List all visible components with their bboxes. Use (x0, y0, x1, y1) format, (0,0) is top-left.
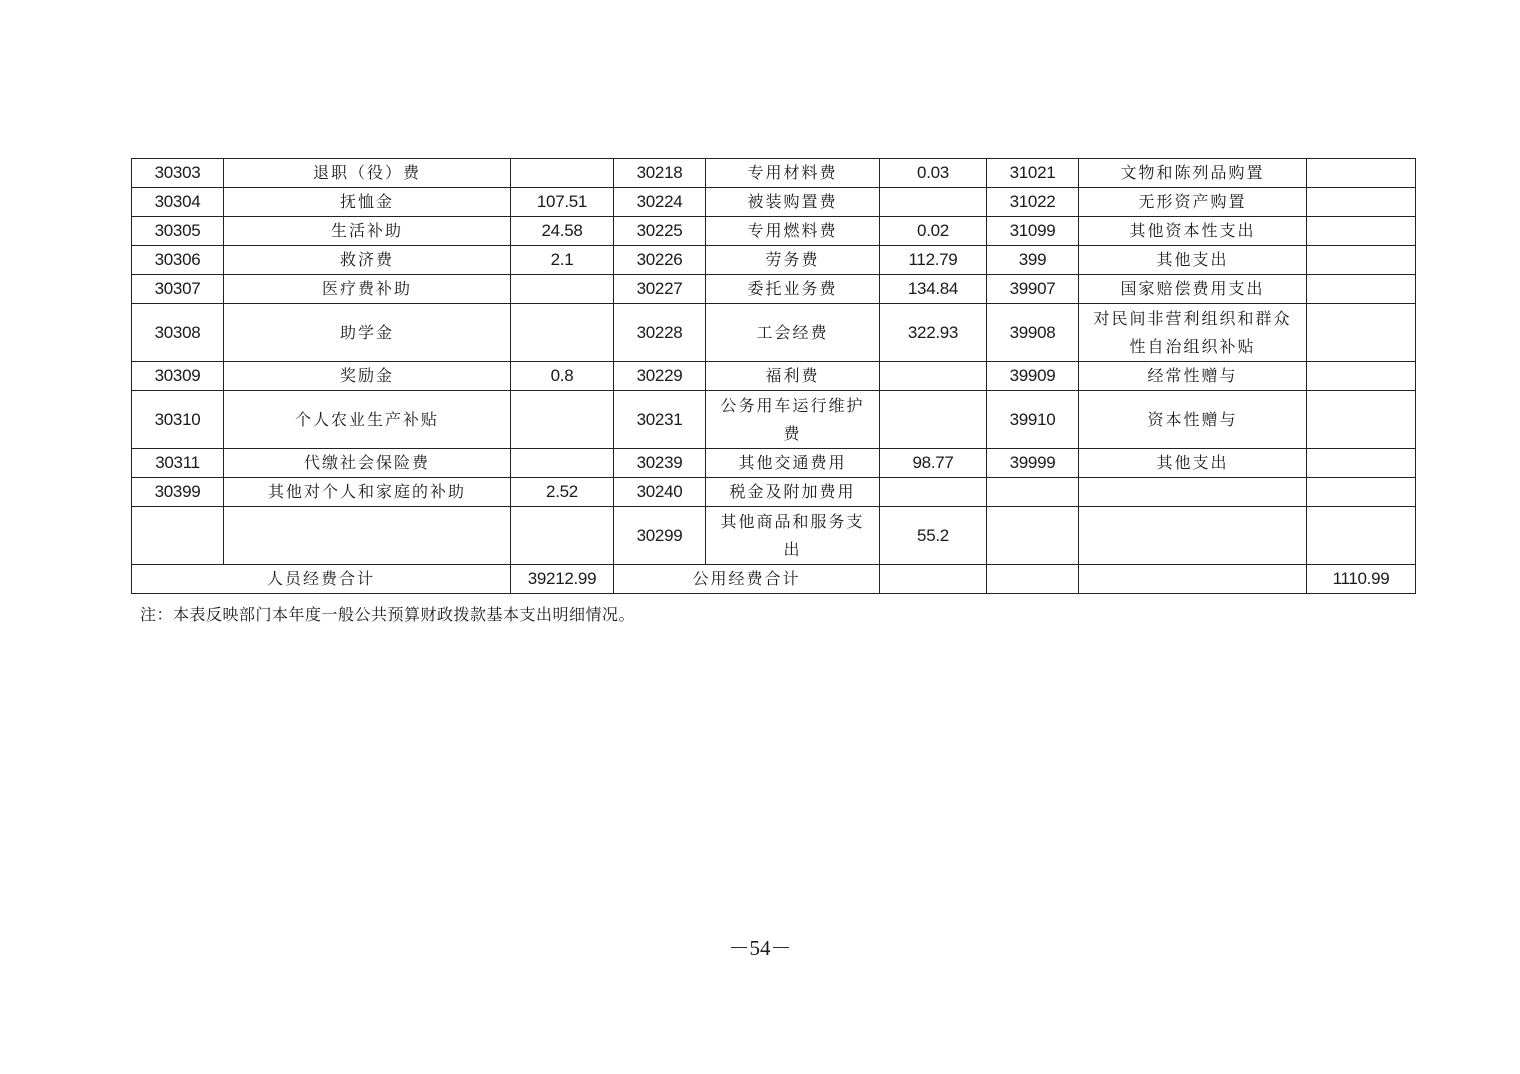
other-amount-cell (1307, 246, 1416, 275)
personnel-amount-cell (511, 304, 614, 362)
public-code-cell: 30231 (614, 391, 706, 449)
table-row (132, 507, 1416, 565)
public-amount-cell: 55.2 (880, 507, 987, 565)
personnel-amount-cell (511, 449, 614, 478)
personnel-item-cell: 奖励金 (224, 362, 511, 391)
other-item-cell (1079, 478, 1307, 507)
public-code-cell: 30299 (614, 507, 706, 565)
other-code-cell (987, 478, 1079, 507)
total-blank-cell (1079, 565, 1307, 594)
personnel-amount-cell: 24.58 (511, 217, 614, 246)
other-amount-cell (1307, 391, 1416, 449)
personnel-code-cell: 30303 (132, 159, 224, 188)
other-item-cell (1079, 507, 1307, 565)
table-row (132, 188, 1416, 217)
personnel-total-value: 39212.99 (511, 565, 614, 594)
table-row (132, 449, 1416, 478)
other-code-cell: 39908 (987, 304, 1079, 362)
other-amount-cell (1307, 449, 1416, 478)
public-code-cell: 30225 (614, 217, 706, 246)
public-item-cell: 劳务费 (706, 246, 880, 275)
public-amount-cell (880, 362, 987, 391)
personnel-code-cell: 30306 (132, 246, 224, 275)
other-code-cell: 39910 (987, 391, 1079, 449)
public-total-value: 1110.99 (1307, 565, 1416, 594)
personnel-amount-cell (511, 391, 614, 449)
public-code-cell: 30229 (614, 362, 706, 391)
personnel-code-cell: 30309 (132, 362, 224, 391)
public-item-cell: 委托业务费 (706, 275, 880, 304)
public-item-cell: 专用燃料费 (706, 217, 880, 246)
table-row (132, 362, 1416, 391)
personnel-code-cell: 30310 (132, 391, 224, 449)
other-item-cell: 国家赔偿费用支出 (1079, 275, 1307, 304)
other-amount-cell (1307, 188, 1416, 217)
public-total-label: 公用经费合计 (614, 565, 880, 594)
table-row (132, 217, 1416, 246)
table-note: 注：本表反映部门本年度一般公共预算财政拨款基本支出明细情况。 (140, 605, 636, 624)
public-item-cell: 税金及附加费用 (706, 478, 880, 507)
other-amount-cell (1307, 304, 1416, 362)
personnel-item-cell: 退职（役）费 (224, 159, 511, 188)
personnel-item-cell (224, 507, 511, 565)
personnel-item-cell: 抚恤金 (224, 188, 511, 217)
public-amount-cell: 134.84 (880, 275, 987, 304)
budget-expenditure-table (131, 158, 1416, 594)
other-item-cell: 其他资本性支出 (1079, 217, 1307, 246)
other-amount-cell (1307, 159, 1416, 188)
table-row (132, 275, 1416, 304)
personnel-item-cell: 代缴社会保险费 (224, 449, 511, 478)
public-amount-cell: 98.77 (880, 449, 987, 478)
personnel-code-cell: 30307 (132, 275, 224, 304)
public-code-cell: 30240 (614, 478, 706, 507)
public-item-cell: 其他商品和服务支出 (706, 507, 880, 565)
other-item-cell: 对民间非营利组织和群众性自治组织补贴 (1079, 304, 1307, 362)
public-code-cell: 30218 (614, 159, 706, 188)
public-code-cell: 30227 (614, 275, 706, 304)
page-number: －54－ (728, 936, 792, 960)
personnel-code-cell: 30399 (132, 478, 224, 507)
other-item-cell: 资本性赠与 (1079, 391, 1307, 449)
public-amount-cell: 112.79 (880, 246, 987, 275)
table-body (132, 159, 1416, 594)
public-amount-cell: 0.03 (880, 159, 987, 188)
other-item-cell: 经常性赠与 (1079, 362, 1307, 391)
personnel-code-cell: 30308 (132, 304, 224, 362)
personnel-amount-cell: 2.52 (511, 478, 614, 507)
personnel-amount-cell: 0.8 (511, 362, 614, 391)
personnel-item-cell: 医疗费补助 (224, 275, 511, 304)
table-row (132, 478, 1416, 507)
personnel-item-cell: 个人农业生产补贴 (224, 391, 511, 449)
personnel-item-cell: 助学金 (224, 304, 511, 362)
public-item-cell: 工会经费 (706, 304, 880, 362)
total-blank-cell (987, 565, 1079, 594)
personnel-total-label: 人员经费合计 (132, 565, 511, 594)
personnel-item-cell: 其他对个人和家庭的补助 (224, 478, 511, 507)
other-item-cell: 无形资产购置 (1079, 188, 1307, 217)
other-amount-cell (1307, 217, 1416, 246)
public-code-cell: 30226 (614, 246, 706, 275)
table-row (132, 391, 1416, 449)
personnel-amount-cell (511, 275, 614, 304)
table-row (132, 246, 1416, 275)
public-amount-cell (880, 391, 987, 449)
public-amount-cell (880, 478, 987, 507)
public-total-blank (880, 565, 987, 594)
other-item-cell: 其他支出 (1079, 246, 1307, 275)
other-code-cell: 399 (987, 246, 1079, 275)
public-code-cell: 30239 (614, 449, 706, 478)
public-code-cell: 30228 (614, 304, 706, 362)
other-code-cell: 31022 (987, 188, 1079, 217)
other-amount-cell (1307, 362, 1416, 391)
other-amount-cell (1307, 507, 1416, 565)
table-row (132, 159, 1416, 188)
other-amount-cell (1307, 478, 1416, 507)
personnel-amount-cell (511, 159, 614, 188)
personnel-code-cell: 30311 (132, 449, 224, 478)
personnel-code-cell: 30304 (132, 188, 224, 217)
personnel-item-cell: 生活补助 (224, 217, 511, 246)
public-amount-cell: 0.02 (880, 217, 987, 246)
other-amount-cell (1307, 275, 1416, 304)
other-item-cell: 文物和陈列品购置 (1079, 159, 1307, 188)
other-code-cell: 39907 (987, 275, 1079, 304)
other-code-cell: 39909 (987, 362, 1079, 391)
other-code-cell: 31021 (987, 159, 1079, 188)
public-item-cell: 专用材料费 (706, 159, 880, 188)
other-item-cell: 其他支出 (1079, 449, 1307, 478)
total-row (132, 565, 1416, 594)
public-item-cell: 被装购置费 (706, 188, 880, 217)
personnel-amount-cell: 107.51 (511, 188, 614, 217)
personnel-code-cell (132, 507, 224, 565)
public-item-cell: 福利费 (706, 362, 880, 391)
table-row (132, 304, 1416, 362)
public-item-cell: 其他交通费用 (706, 449, 880, 478)
personnel-code-cell: 30305 (132, 217, 224, 246)
other-code-cell: 31099 (987, 217, 1079, 246)
other-code-cell (987, 507, 1079, 565)
other-code-cell: 39999 (987, 449, 1079, 478)
personnel-amount-cell (511, 507, 614, 565)
public-amount-cell: 322.93 (880, 304, 987, 362)
public-code-cell: 30224 (614, 188, 706, 217)
personnel-item-cell: 救济费 (224, 246, 511, 275)
public-amount-cell (880, 188, 987, 217)
public-item-cell: 公务用车运行维护费 (706, 391, 880, 449)
personnel-amount-cell: 2.1 (511, 246, 614, 275)
